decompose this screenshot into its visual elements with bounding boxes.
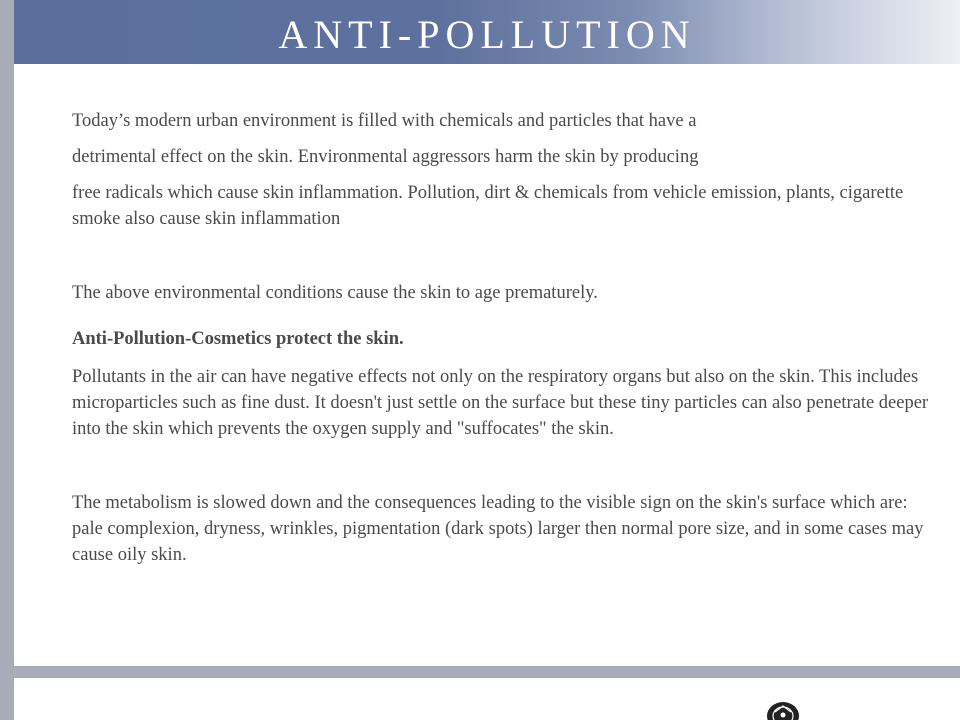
- main-content: [72, 108, 932, 568]
- left-edge-rule: [0, 0, 14, 720]
- section-heading: Anti-Pollution-Cosmetics protect the skin.: [72, 329, 404, 349]
- page-title: ANTI-POLLUTION: [278, 12, 696, 57]
- metabolism-paragraph: The metabolism is slowed down and the consequences leading to the visible sign on the skin's surface which are: pale complexion, dryness, wrinkles, pigmentation (dark spots) larger then normal pore size, and in some cases may cause oily skin.: [72, 493, 924, 565]
- footer-divider: [14, 666, 960, 678]
- aging-paragraph: The above environmental conditions cause the skin to age prematurely.: [72, 283, 598, 303]
- intro-paragraph: [72, 108, 932, 232]
- intro-line-2: detrimental effect on the skin. Environmental aggressors harm the skin by producing: [72, 147, 699, 167]
- pollutants-paragraph: Pollutants in the air can have negative effects not only on the respiratory organs but also on the skin. This includes microparticles such as fine dust. It doesn't just settle on the surface but these tiny particles can also penetrate deeper into the skin which prevents the oxygen supply and "suffocates" the skin.: [72, 367, 929, 439]
- intro-line-1: Today’s modern urban environment is filled with chemicals and particles that have a: [72, 111, 697, 131]
- intro-line-3: free radicals which cause skin inflammation. Pollution, dirt & chemicals from vehicle emission, plants, cigarette smoke also cause skin inflammation: [72, 183, 904, 229]
- crest-icon: [764, 700, 802, 720]
